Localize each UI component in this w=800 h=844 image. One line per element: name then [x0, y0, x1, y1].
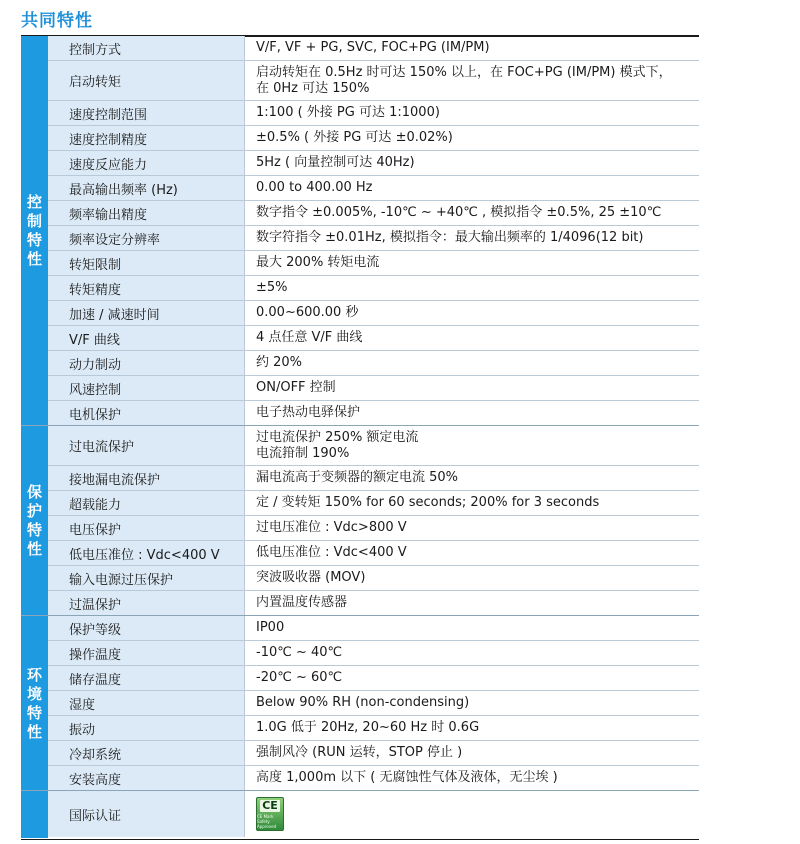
table-row — [48, 716, 699, 741]
table-row — [48, 126, 699, 151]
spec-label: 转矩精度 — [48, 276, 245, 300]
spec-label: 低电压准位 : Vdc<400 V — [48, 541, 245, 565]
spec-label: 控制方式 — [48, 36, 245, 60]
table-row — [48, 36, 699, 61]
section-divider — [21, 615, 699, 616]
spec-value: IP00 — [256, 620, 285, 635]
spec-label: 最高输出频率 (Hz) — [48, 176, 245, 200]
spec-value: 最大 200% 转矩电流 — [256, 255, 380, 270]
table-row — [48, 466, 699, 491]
spec-value: 启动转矩在 0.5Hz 时可达 150% 以上，在 FOC+PG (IM/PM) 模式下， 在 0Hz 可达 150% — [256, 64, 672, 96]
spec-label: 冷却系统 — [48, 741, 245, 765]
spec-label: 国际认证 — [48, 791, 245, 837]
table-row — [48, 591, 699, 615]
spec-label: 动力制动 — [48, 351, 245, 375]
table-row — [48, 566, 699, 591]
table-row — [48, 666, 699, 691]
category-label — [21, 616, 48, 791]
spec-value: -20℃ ~ 60℃ — [256, 670, 343, 685]
table-row — [48, 376, 699, 401]
spec-label: 操作温度 — [48, 641, 245, 665]
spec-value: ON/OFF 控制 — [256, 380, 336, 395]
spec-value: 过电压准位 : Vdc>800 V — [256, 520, 407, 535]
spec-value: ±0.5% ( 外接 PG 可达 ±0.02%) — [256, 130, 453, 145]
category-label — [21, 426, 48, 616]
spec-value: ±5% — [256, 280, 288, 295]
table-row — [48, 541, 699, 566]
bottom-rule — [21, 839, 699, 840]
table-row — [48, 61, 699, 101]
ce-certification-icon — [256, 797, 284, 831]
spec-value: 5Hz ( 向量控制可达 40Hz) — [256, 155, 415, 170]
spec-label: 速度控制范围 — [48, 101, 245, 125]
spec-value: Below 90% RH (non-condensing) — [256, 695, 470, 710]
spec-label: 转矩限制 — [48, 251, 245, 275]
section-4 — [21, 791, 699, 838]
category-text: 保护特性 — [26, 483, 42, 558]
spec-value: 过电流保护 250% 额定电流 电流箝制 190% — [256, 429, 419, 461]
table-row — [48, 616, 699, 641]
spec-label: 输入电源过压保护 — [48, 566, 245, 590]
spec-label: 电压保护 — [48, 516, 245, 540]
table-row — [48, 741, 699, 766]
spec-value: 0.00 to 400.00 Hz — [256, 180, 373, 195]
spec-label: 过电流保护 — [48, 426, 245, 465]
table-row — [48, 791, 699, 837]
ce-mark: CE — [262, 798, 278, 812]
spec-value: 定 / 变转矩 150% for 60 seconds; 200% for 3 seconds — [256, 495, 600, 510]
spec-label: 过温保护 — [48, 591, 245, 615]
spec-value: 4 点任意 V/F 曲线 — [256, 330, 363, 345]
spec-label: 超载能力 — [48, 491, 245, 515]
spec-value: 1:100 ( 外接 PG 可达 1:1000) — [256, 105, 440, 120]
section-3 — [21, 616, 699, 791]
table-row — [48, 201, 699, 226]
spec-label: 风速控制 — [48, 376, 245, 400]
spec-label: 保护等级 — [48, 616, 245, 640]
table-row — [48, 691, 699, 716]
spec-label: V/F 曲线 — [48, 326, 245, 350]
spec-value: 高度 1,000m 以下 ( 无腐蚀性气体及液体，无尘埃 ) — [256, 770, 558, 785]
spec-value: 低电压准位 : Vdc<400 V — [256, 545, 407, 560]
spec-value: 强制风冷 (RUN 运转，STOP 停止 ) — [256, 745, 463, 760]
table-row — [48, 641, 699, 666]
spec-value: 内置温度传感器 — [256, 595, 348, 610]
spec-label: 速度反应能力 — [48, 151, 245, 175]
spec-label: 频率输出精度 — [48, 201, 245, 225]
spec-value: 电子热动电驿保护 — [256, 405, 361, 420]
table-row — [48, 766, 699, 790]
table-row — [48, 276, 699, 301]
category-label — [21, 791, 48, 838]
section-divider — [21, 425, 699, 426]
table-row — [48, 101, 699, 126]
table-row — [48, 326, 699, 351]
spec-value: 约 20% — [256, 355, 303, 370]
section-2 — [21, 426, 699, 616]
spec-label: 储存温度 — [48, 666, 245, 690]
spec-label: 加速 / 减速时间 — [48, 301, 245, 325]
table-row — [48, 251, 699, 276]
spec-label: 湿度 — [48, 691, 245, 715]
spec-label: 频率设定分辨率 — [48, 226, 245, 250]
spec-value: 数字符指令 ±0.01Hz, 模拟指令：最大输出频率的 1/4096(12 bit) — [256, 230, 644, 245]
table-row — [48, 151, 699, 176]
spec-value: 0.00~600.00 秒 — [256, 305, 359, 320]
ce-badge-text: CE Mark Safety Approved — [257, 813, 277, 829]
table-row — [48, 226, 699, 251]
spec-label: 振动 — [48, 716, 245, 740]
table-row — [48, 401, 699, 425]
table-row — [48, 176, 699, 201]
spec-value: V/F, VF + PG, SVC, FOC+PG (IM/PM) — [256, 40, 490, 55]
table-row — [48, 516, 699, 541]
spec-label: 接地漏电流保护 — [48, 466, 245, 490]
table-row — [48, 491, 699, 516]
spec-value: 数字指令 ±0.005%, -10℃ ~ +40℃ , 模拟指令 ±0.5%, 25 ±10℃ — [256, 205, 662, 220]
spec-label: 启动转矩 — [48, 61, 245, 100]
spec-value: -10℃ ~ 40℃ — [256, 645, 343, 660]
spec-value: 1.0G 低于 20Hz, 20~60 Hz 时 0.6G — [256, 720, 480, 735]
spec-value — [246, 791, 699, 837]
table-row — [48, 426, 699, 466]
section-1 — [21, 36, 699, 426]
spec-value: 突波吸收器 (MOV) — [256, 570, 366, 585]
category-text: 控制特性 — [26, 193, 42, 268]
page-title: 共同特性 — [21, 11, 93, 31]
table-row — [48, 301, 699, 326]
category-text: 环境特性 — [26, 665, 42, 741]
table-row — [48, 351, 699, 376]
section-divider — [21, 790, 699, 791]
spec-label: 速度控制精度 — [48, 126, 245, 150]
spec-value: 漏电流高于变频器的额定电流 50% — [256, 470, 459, 485]
category-label — [21, 36, 48, 426]
spec-label: 电机保护 — [48, 401, 245, 425]
spec-label: 安装高度 — [48, 766, 245, 790]
